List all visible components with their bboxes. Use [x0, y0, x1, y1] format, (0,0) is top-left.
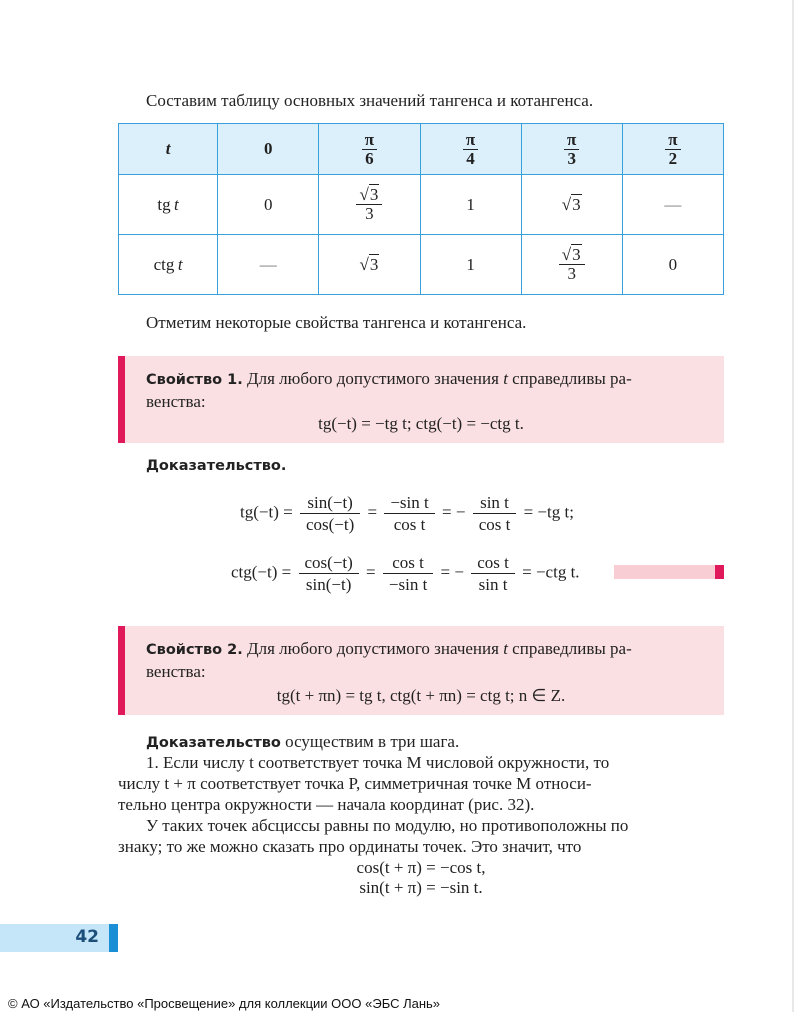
property-2-title: Свойство 2. — [146, 642, 243, 658]
property-2-formula: tg(t + πn) = tg t, ctg(t + πn) = ctg t; n ∈ Z. — [276, 686, 566, 705]
header-zero: 0 — [218, 124, 319, 175]
header-pi-6: $\frac{\pi}{6}$ — [319, 124, 420, 175]
row-label-tg: tg t — [119, 175, 218, 235]
ctg-value-pi-2: 0 — [622, 235, 723, 295]
ctg-value-pi-4: 1 — [420, 235, 521, 295]
header-pi-3: $\frac{\pi}{3}$ — [521, 124, 622, 175]
ctg-value-pi-3: $\frac{√3}{3}$ — [521, 235, 622, 295]
page-number-tab — [0, 924, 109, 952]
tg-value-0: 0 — [218, 175, 319, 235]
row-label-ctg: ctg t — [119, 235, 218, 295]
header-t: t — [119, 124, 218, 175]
header-pi-4: $\frac{\pi}{4}$ — [420, 124, 521, 175]
after-table-text: Отметим некоторые свойства тангенса и котангенса. — [146, 313, 527, 332]
proof-2-line-1: 1. Если числу t соответствует точка M числовой окружности, то — [146, 753, 610, 772]
ctg-value-pi-6: √3 — [319, 235, 420, 295]
proof-1-title: Доказательство. — [146, 458, 287, 474]
intro-text: Составим таблицу основных значений тангенса и котангенса. — [146, 91, 594, 110]
property-2-box: Свойство 2. Для любого допустимого значения t справедливы ра- венства: tg(t + πn) = tg t, ctg(t + πn) = ctg t; n ∈ Z. — [118, 626, 724, 715]
property-1-title: Свойство 1. — [146, 372, 243, 388]
page-number: 42 — [75, 927, 99, 947]
copyright-notice: © АО «Издательство «Просвещение» для коллекции ООО «ЭБС Лань» — [8, 996, 441, 1011]
property-1-formula: tg(−t) = −tg t; ctg(−t) = −ctg t. — [318, 414, 524, 433]
proof-end-marker — [614, 565, 724, 579]
proof-2-line-5: знаку; то же можно сказать про ординаты точек. Это значит, что — [118, 837, 582, 856]
proof-1-equation-tg: tg(−t) = $\frac{\sin(-t)}{\cos(-t)}$ = $\frac{\text{−sin t}}{\text{cos t}}$ = − $\frac{\text{sin t}}{\text{cos t}}$ = −tg t; — [240, 493, 574, 534]
property-1-box: Свойство 1. Для любого допустимого значения t справедливы ра- венства: tg(−t) = −tg t; ctg(−t) = −ctg t. — [118, 356, 724, 443]
table-header-row — [119, 124, 724, 175]
proof-2-formula-cos: cos(t + π) = −cos t, — [356, 858, 486, 877]
proof-2-title: Доказательство — [146, 735, 281, 751]
proof-2-line-2: числу t + π соответствует точка P, симметричная точке M относи- — [118, 774, 592, 793]
proof-2-line-4: У таких точек абсциссы равны по модулю, но противоположны по — [146, 816, 629, 835]
header-pi-2: $\frac{\pi}{2}$ — [622, 124, 723, 175]
proof-1-equation-ctg: ctg(−t) = $\frac{\cos(-t)}{\sin(-t)}$ = $\frac{\text{cos t}}{\text{−sin t}}$ = − $\frac{\text{cos t}}{\text{sin t}}$ = −ctg t. — [231, 553, 580, 594]
ctg-value-0: — — [218, 235, 319, 295]
tg-value-pi-4: 1 — [420, 175, 521, 235]
proof-2-formula-sin: sin(t + π) = −sin t. — [359, 878, 483, 897]
table-row-ctg — [119, 235, 724, 295]
proof-2-intro: Доказательство осуществим в три шага. — [146, 732, 460, 751]
table-row-tg — [119, 175, 724, 235]
tg-value-pi-3: √3 — [521, 175, 622, 235]
tg-value-pi-6: $\frac{√3}{3}$ — [319, 175, 420, 235]
tg-ctg-values-table — [118, 123, 724, 295]
tg-value-pi-2: — — [622, 175, 723, 235]
proof-2-line-3: тельно центра окружности — начала координат (рис. 32). — [118, 795, 535, 814]
